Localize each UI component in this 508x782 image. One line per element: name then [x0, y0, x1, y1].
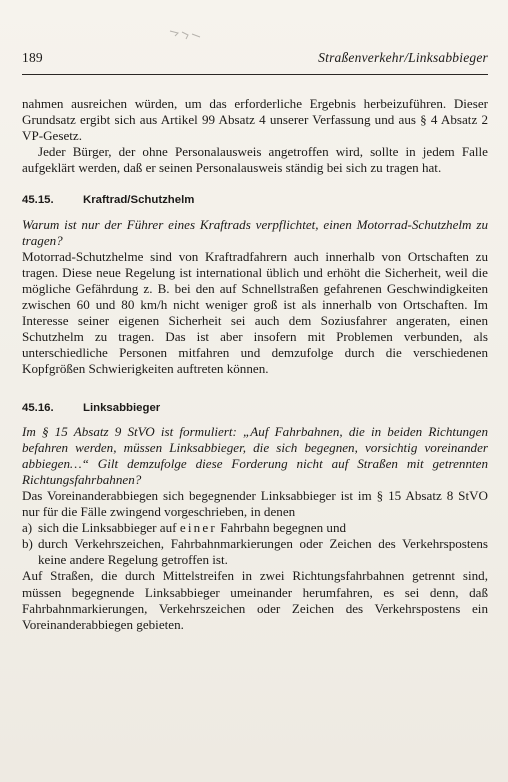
ink-mark: [166, 27, 206, 43]
list-marker: a): [22, 520, 33, 536]
question-linksabbieger: Im § 15 Absatz 9 StVO ist formuliert: „Auf Fahrbahnen, die in beiden Richtungen befahren werden, müssen Linksabbieger, die sich begegnen, vorsichtig voreinander abbiegen…“ Gilt demzufolge diese Forderung nicht auf Straßen mit getrennten Richtungsfahrbahnen?: [22, 423, 488, 487]
section-number: 45.16.: [22, 401, 54, 414]
header-rule: [22, 74, 488, 75]
list-item: [22, 520, 488, 536]
answer-kraftrad: Motorrad-Schutzhelme sind von Kraftradfahrern auch innerhalb von Ortschaften zu tragen. Diese neue Regelung ist international üblich und erhöht die Sicherheit, weil die mögliche Gefährdung z. B. bei den auf Schnellstraßen gefahrenen Geschwindigkeiten zwischen 60 und 80 km/h nicht weniger groß ist als innerhalb von Ortschaften. Im Interesse seiner eigenen Sicherheit sei auch dem Soziusfahrer angeraten, einen Schutzhelm zu tragen. Das ist aber insofern mit Problemen verbunden, als unterschiedliche Personen mitfahren und demzufolge durch die verschiedenen Kopfgrößen Schwierigkeiten auftreten können.: [22, 248, 488, 377]
section-number: 45.15.: [22, 194, 54, 207]
section-heading-kraftrad: [22, 192, 488, 208]
intro-paragraph-2: Jeder Bürger, der ohne Personalausweis angetroffen wird, sollte in jedem Falle aufgeklärt werden, daß er seinen Personalausweis ständig bei sich zu tragen hat.: [22, 144, 488, 176]
intro-paragraph: nahmen ausreichen würden, um das erforderliche Ergebnis herbeizuführen. Dieser Grundsatz ergibt sich aus Artikel 99 Absatz 4 unserer Verfassung und aus § 4 Absatz 2 VP-Gesetz.: [22, 96, 488, 144]
list-item: [22, 536, 488, 568]
list-text-part: Fahrbahn begegnen und: [220, 520, 347, 536]
emphasized-word: einer: [179, 520, 217, 536]
section-title: Kraftrad/Schutzhelm: [83, 194, 195, 207]
page-number: 189: [22, 50, 43, 65]
question-kraftrad: Warum ist nur der Führer eines Kraftrads verpflichtet, einen Motorrad-Schutzhelm zu tragen?: [22, 216, 488, 248]
list-marker: b): [22, 536, 33, 552]
list-text: [38, 520, 488, 536]
page-body: [22, 96, 488, 633]
page-header: [22, 50, 488, 72]
list-text: durch Verkehrszeichen, Fahrbahnmarkierungen oder Zeichen des Verkehrspostens keine andere Regelung getroffen ist.: [38, 536, 488, 568]
answer-intro: Das Voreinanderabbiegen sich begegnender Linksabbieger ist im § 15 Absatz 8 StVO nur für die Fälle zwingend vorgeschrieben, in denen: [22, 487, 488, 520]
answer-conclusion: Auf Straßen, die durch Mittelstreifen in zwei Richtungsfahrbahnen getrennt sind, müssen begegnende Linksabbieger umeinander herumfahren, es sei denn, daß Fahrbahnmarkierungen, Verkehrszeichen oder Zeichen des Verkehrspostens ein Voreinanderabbiegen gebieten.: [22, 568, 488, 632]
running-title: Straßenverkehr/Linksabbieger: [318, 50, 488, 65]
list-text-part: sich die Linksabbieger auf: [38, 520, 177, 536]
section-title: Linksabbieger: [83, 401, 161, 414]
section-heading-linksabbieger: [22, 400, 488, 416]
